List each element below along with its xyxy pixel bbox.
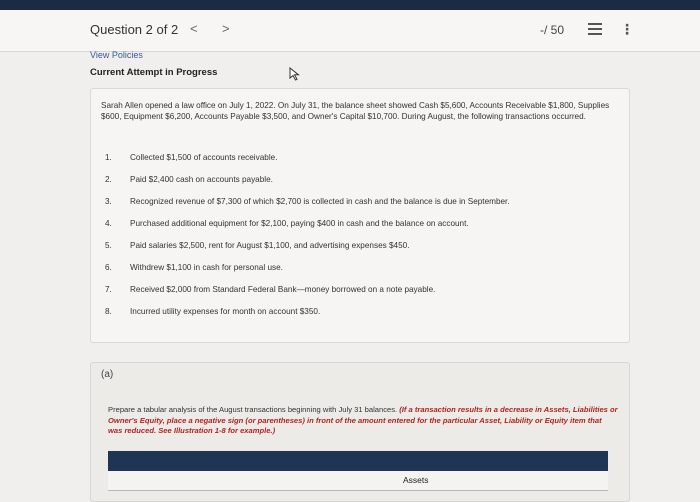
transaction-number: 8.: [105, 307, 112, 316]
problem-intro: Sarah Allen opened a law office on July 1, 2022. On July 31, the balance sheet showed Cash $5,600, Accounts Receivable $1,800, Supplies $600, Equipment $6,200, Accounts Payable $3,500, and Owner's Capital $10,700. During August, the following transactions occurred.: [101, 101, 610, 121]
transaction-text: Paid $2,400 cash on accounts payable.: [130, 175, 273, 184]
next-question-button[interactable]: >: [222, 21, 230, 36]
mouse-cursor-icon: [289, 67, 301, 81]
problem-card: [90, 88, 630, 343]
attempt-status: Current Attempt in Progress: [90, 67, 218, 78]
part-a-instructions: [108, 405, 618, 437]
instruction-text: Prepare a tabular analysis of the August transactions beginning with July 31 balances.: [108, 405, 400, 414]
transaction-number: 7.: [105, 285, 112, 294]
kebab-menu-icon[interactable]: ⋮: [620, 21, 634, 37]
transaction-text: Received $2,000 from Standard Federal Bank—money borrowed on a note payable.: [130, 285, 436, 294]
transaction-number: 3.: [105, 197, 112, 206]
tabular-analysis-header: [108, 451, 608, 471]
transaction-text: Paid salaries $2,500, rent for August $1,100, and advertising expenses $450.: [130, 241, 410, 250]
transaction-number: 1.: [105, 153, 112, 162]
transaction-text: Recognized revenue of $7,300 of which $2,700 is collected in cash and the balance is due in September.: [130, 197, 510, 206]
list-icon[interactable]: [588, 23, 602, 35]
transaction-number: 5.: [105, 241, 112, 250]
part-a-label: (a): [101, 369, 114, 380]
transaction-text: Purchased additional equipment for $2,100, paying $400 in cash and the balance on account.: [130, 219, 469, 228]
view-policies-link[interactable]: View Policies: [90, 50, 143, 60]
top-accent-bar: [0, 0, 700, 10]
transaction-text: Incurred utility expenses for month on account $350.: [130, 307, 321, 316]
score-display: -/ 50: [540, 23, 565, 37]
transaction-text: Collected $1,500 of accounts receivable.: [130, 153, 278, 162]
assets-group-row: [108, 471, 608, 491]
transaction-text: Withdrew $1,100 in cash for personal use.: [130, 263, 283, 272]
question-header: [0, 10, 700, 52]
question-counter: Question 2 of 2: [90, 22, 179, 37]
previous-question-button[interactable]: <: [190, 21, 198, 36]
part-a-card: [90, 362, 630, 502]
instruction-emphasis: (If a transaction results in a decrease in Assets, Liabilities or Owner's Equity, place a negative sign (or parentheses) in front of the amount entered for the particular Asset, Liability or Equity item that was reduced. See Illustration 1-8 for example.): [108, 405, 618, 435]
transaction-number: 2.: [105, 175, 112, 184]
transaction-number: 6.: [105, 263, 112, 272]
assets-column-label: Assets: [403, 475, 429, 485]
transaction-number: 4.: [105, 219, 112, 228]
